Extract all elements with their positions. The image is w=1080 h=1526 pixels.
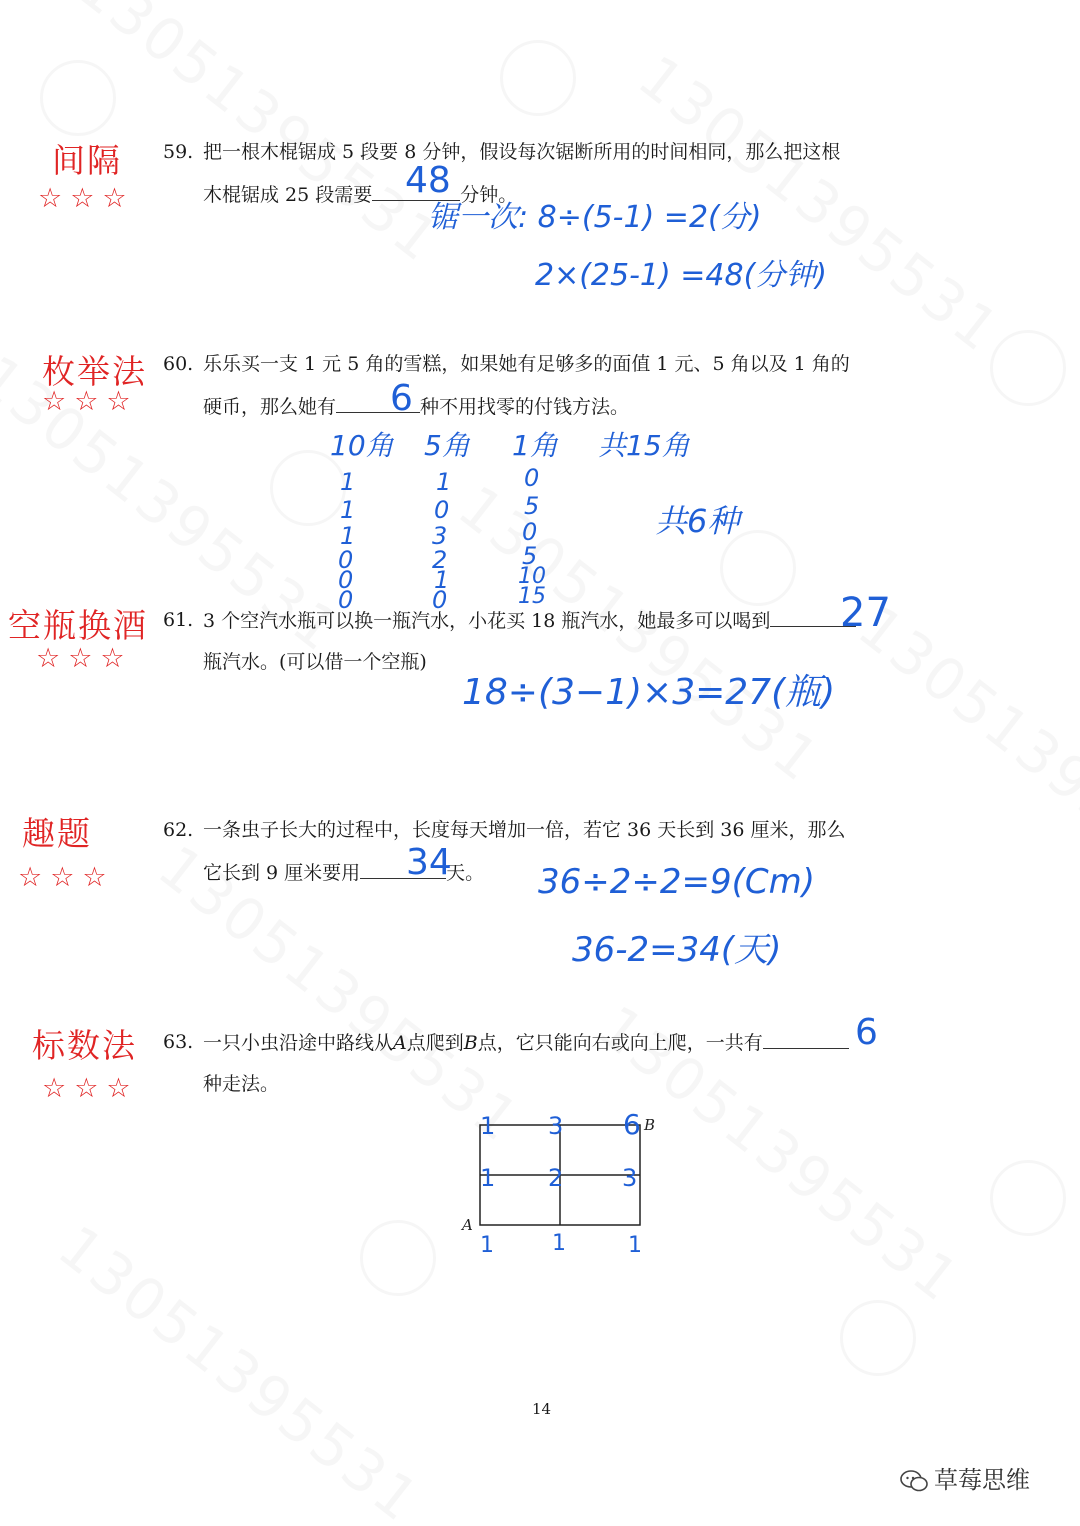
- page-number: 14: [532, 1400, 552, 1418]
- problem-text: 3 个空汽水瓶可以换一瓶汽水，小花买 18 瓶汽水，她最多可以喝到: [203, 610, 856, 632]
- table-cell: 0: [338, 586, 354, 614]
- grid-count: 1: [628, 1233, 642, 1258]
- table-cell: 1: [340, 522, 356, 550]
- problem-number: 62.: [163, 819, 194, 841]
- watermark-seal: [500, 40, 576, 116]
- problem-number: 59.: [163, 141, 194, 163]
- handwritten-work: 2×(25-1) =48(分钟): [535, 258, 827, 293]
- table-cell: 0: [434, 496, 450, 524]
- problem-text: 它长到 9 厘米要用 天。: [203, 862, 485, 884]
- problem-number: 61.: [163, 609, 194, 631]
- watermark-seal: [40, 60, 116, 136]
- handwritten-work: 18÷(3−1)×3=27(瓶): [462, 672, 836, 713]
- grid-count: 6: [623, 1110, 641, 1141]
- watermark-seal: [360, 1220, 436, 1296]
- table-cell: 1: [340, 496, 356, 524]
- handwritten-work: 锯一次: 8÷(5-1) =2(分): [428, 200, 762, 235]
- watermark-seal: [840, 1300, 916, 1376]
- handwritten-answer: 34: [406, 842, 452, 883]
- handwritten-answer: 48: [405, 160, 451, 201]
- point-a-label: A: [462, 1216, 473, 1234]
- table-cell: 1: [340, 468, 356, 496]
- table-cell: 0: [432, 586, 448, 614]
- topic-tag: 趣题: [22, 814, 92, 853]
- problem-number: 63.: [163, 1031, 194, 1053]
- grid-count: 3: [622, 1164, 638, 1192]
- topic-tag: 空瓶换酒: [8, 606, 148, 645]
- wechat-icon: [900, 1470, 928, 1492]
- difficulty-stars: ☆☆☆: [18, 862, 115, 893]
- table-header: 10角: [330, 429, 394, 462]
- problem-60: [163, 354, 923, 424]
- handwritten-answer: 6: [390, 378, 413, 419]
- watermark: [46, 1212, 434, 1526]
- handwritten-total: 共6种: [655, 502, 740, 540]
- path-grid-diagram: [460, 1110, 700, 1260]
- grid-count: 2: [548, 1164, 564, 1192]
- brand-label: 草莓思维: [900, 1460, 1030, 1495]
- grid-count: 3: [548, 1112, 564, 1140]
- topic-tag: 标数法: [32, 1026, 137, 1065]
- difficulty-stars: ☆☆☆: [42, 386, 139, 417]
- table-cell: 5: [524, 492, 540, 520]
- table-cell: 0: [338, 566, 354, 594]
- table-cell: 0: [338, 546, 354, 574]
- topic-tag: 枚举法: [42, 352, 147, 391]
- table-cell: 5: [522, 542, 538, 570]
- problem-text: 木棍锯成 25 段需要 分钟。: [203, 184, 518, 206]
- difficulty-stars: ☆☆☆: [42, 1073, 139, 1104]
- table-cell: 0: [522, 518, 538, 546]
- grid-count: 1: [480, 1164, 496, 1192]
- grid-count: 1: [552, 1231, 566, 1256]
- handwritten-answer: 6: [855, 1012, 878, 1053]
- difficulty-stars: ☆☆☆: [38, 183, 135, 214]
- table-cell: 0: [524, 464, 540, 492]
- topic-tag: 间隔: [52, 141, 122, 180]
- problem-text: 乐乐买一支 1 元 5 角的雪糕，如果她有足够多的面值 1 元、5 角以及 1 角的: [203, 353, 850, 375]
- difficulty-stars: ☆☆☆: [36, 643, 133, 674]
- problem-63: [163, 1032, 923, 1102]
- point-b-label: B: [644, 1116, 656, 1134]
- watermark-seal: [990, 330, 1066, 406]
- table-cell: 1: [434, 566, 450, 594]
- handwritten-work: 36÷2÷2=9(Cm): [538, 862, 816, 902]
- answer-blank: [763, 1032, 849, 1049]
- table-cell: 2: [432, 546, 448, 574]
- table-header: 共15角: [598, 429, 690, 462]
- problem-text: 种走法。: [203, 1073, 280, 1095]
- grid-count: 1: [480, 1112, 496, 1140]
- table-header: 1角: [512, 429, 558, 462]
- problem-text: 硬币，那么她有 种不用找零的付钱方法。: [203, 396, 630, 418]
- table-cell: 10: [518, 564, 546, 589]
- problem-text: 瓶汽水。(可以借一个空瓶): [203, 651, 427, 673]
- table-header: 5角: [424, 429, 470, 462]
- problem-text: 一条虫子长大的过程中，长度每天增加一倍，若它 36 天长到 36 厘米，那么: [203, 819, 846, 841]
- table-cell: 3: [432, 522, 448, 550]
- table-cell: 1: [436, 468, 452, 496]
- watermark-seal: [990, 1160, 1066, 1236]
- problem-text: 把一根木棍锯成 5 段要 8 分钟，假设每次锯断所用的时间相同，那么把这根: [203, 141, 841, 163]
- table-cell: 15: [518, 584, 546, 609]
- watermark: [66, 0, 454, 276]
- grid-count: 1: [480, 1233, 494, 1258]
- handwritten-answer: 27: [840, 590, 891, 636]
- problem-text: 一只小虫沿途中路线从A点爬到B点，它只能向右或向上爬，一共有: [203, 1032, 849, 1054]
- handwritten-work: 36-2=34(天): [572, 930, 782, 970]
- problem-number: 60.: [163, 353, 194, 375]
